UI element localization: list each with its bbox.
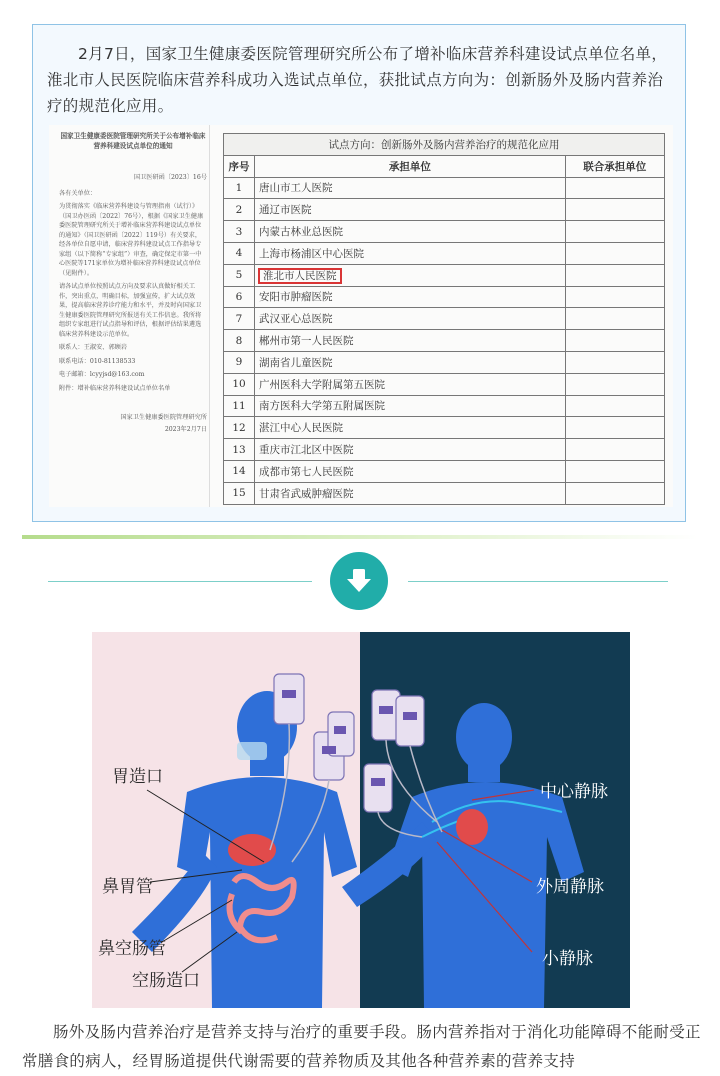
row-joint-unit (565, 417, 664, 439)
notice-addressee: 各有关单位： (59, 189, 97, 197)
bottom-paragraph: 肠外及肠内营养治疗是营养支持与治疗的重要手段。肠内营养指对于消化功能障碍不能耐受正常膳食的病人，经胃肠道提供代谢需要的营养物质及其他各种营养素的营养支持 (22, 1023, 701, 1070)
row-joint-unit (565, 242, 664, 264)
row-joint-unit (565, 439, 664, 461)
label-nasojejunal: 鼻空肠管 (98, 939, 166, 959)
notice-signature: 国家卫生健康委医院管理研究所 (120, 414, 207, 421)
notice-body-2: 请各试点单位按照试点方向及要求认真做好相关工作，突出重点，明确目标，加强宣传，扩大试点效果，提高临床营养诊疗能力和水平，并及时向国家卫生健康委医院管理研究所报送有关工作信息。我所将组织专家组进行试点指导和评估，根据评估结果遴选临床营养科建设示范单位。 (59, 283, 202, 338)
row-unit: 唐山市工人医院 (255, 177, 566, 199)
row-joint-unit (565, 395, 664, 417)
label-jejunostomy: 空肠造口 (132, 971, 200, 991)
down-arrow-icon (330, 552, 388, 610)
notice-document (59, 131, 207, 501)
row-unit: 武汉亚心总医院 (255, 308, 566, 330)
table-row (224, 351, 665, 373)
intro-card (32, 24, 686, 522)
row-number: 6 (224, 286, 255, 308)
row-unit (255, 264, 566, 286)
table-caption: 试点方向：创新肠外及肠内营养治疗的规范化应用 (224, 134, 665, 156)
notice-ref: 国卫医研函〔2023〕16号 (133, 174, 207, 181)
row-unit: 内蒙古林业总医院 (255, 221, 566, 243)
label-peripheral-vein: 外周静脉 (536, 877, 604, 897)
row-joint-unit (565, 482, 664, 504)
row-unit: 重庆市江北区中医院 (255, 439, 566, 461)
header-number: 序号 (224, 155, 255, 177)
label-small-vein: 小静脉 (542, 949, 593, 969)
row-joint-unit (565, 199, 664, 221)
table-row (224, 330, 665, 352)
row-joint-unit (565, 351, 664, 373)
notice-date: 2023年2月7日 (164, 425, 207, 433)
section-divider-green (22, 535, 698, 539)
row-unit: 成都市第七人民医院 (255, 460, 566, 482)
row-unit: 安阳市肿瘤医院 (255, 286, 566, 308)
row-unit: 湖南省儿童医院 (255, 351, 566, 373)
table-row (224, 482, 665, 504)
row-number: 3 (224, 221, 255, 243)
table-row (224, 417, 665, 439)
row-joint-unit (565, 460, 664, 482)
row-number: 13 (224, 439, 255, 461)
table-row (224, 221, 665, 243)
row-number: 4 (224, 242, 255, 264)
table-row (224, 395, 665, 417)
row-number: 2 (224, 199, 255, 221)
row-joint-unit (565, 177, 664, 199)
table-row (224, 242, 665, 264)
row-number: 12 (224, 417, 255, 439)
row-number: 10 (224, 373, 255, 395)
row-unit: 郴州市第一人民医院 (255, 330, 566, 352)
notice-attachment: 附件：增补临床营养科建设试点单位名单 (59, 384, 171, 392)
row-joint-unit (565, 286, 664, 308)
highlighted-unit: 淮北市人民医院 (259, 269, 341, 283)
header-unit: 承担单位 (255, 155, 566, 177)
row-unit: 通辽市医院 (255, 199, 566, 221)
row-number: 5 (224, 264, 255, 286)
notice-body-1: 为贯彻落实《临床营养科建设与管理指南（试行）》（国卫办医函〔2022〕76号），根据《国家卫生健康委医院管理研究所关于增补临床营养科建设试点单位的通知》（国卫医研函〔2022〕119号）有关要求，经各单位自愿申请，临床营养科建设试点工作指导专家组（以下简称“专家组”）审查，确定保定市第一中心医院等171家单位为增补临床营养科建设试点单位（见附件）。 (59, 203, 204, 277)
row-number: 9 (224, 351, 255, 373)
table-row (224, 286, 665, 308)
row-joint-unit (565, 264, 664, 286)
label-gastrostomy: 胃造口 (112, 767, 163, 787)
row-unit: 上海市杨浦区中心医院 (255, 242, 566, 264)
row-joint-unit (565, 308, 664, 330)
row-unit: 南方医科大学第五附属医院 (255, 395, 566, 417)
table-row (224, 373, 665, 395)
row-number: 1 (224, 177, 255, 199)
scan-divider (209, 125, 210, 507)
notice-email: 电子邮箱：lcyyjsd@163.com (59, 371, 145, 378)
table-row (224, 308, 665, 330)
row-joint-unit (565, 373, 664, 395)
table-row (224, 177, 665, 199)
notice-title: 国家卫生健康委医院管理研究所关于公布增补临床营养科建设试点单位的通知 (60, 132, 206, 150)
label-nasogastric: 鼻胃管 (102, 877, 153, 897)
row-number: 14 (224, 460, 255, 482)
row-number: 8 (224, 330, 255, 352)
row-number: 15 (224, 482, 255, 504)
teal-divider-right (408, 581, 668, 582)
nutrition-illustration (92, 632, 630, 1008)
row-joint-unit (565, 330, 664, 352)
notice-phone: 联系电话：010-81138533 (59, 357, 136, 365)
table-row (224, 199, 665, 221)
teal-divider-left (48, 581, 312, 582)
row-joint-unit (565, 221, 664, 243)
row-unit: 甘肃省武威肿瘤医院 (255, 482, 566, 504)
table-row (224, 264, 665, 286)
row-unit: 湛江中心人民医院 (255, 417, 566, 439)
intro-paragraph: 2月7日，国家卫生健康委医院管理研究所公布了增补临床营养科建设试点单位名单，淮北市人民医院临床营养科成功入选试点单位，获批试点方向为：创新肠外及肠内营养治疗的规范化应用。 (47, 45, 668, 115)
header-joint-unit: 联合承担单位 (565, 155, 664, 177)
table-row (224, 439, 665, 461)
row-number: 11 (224, 395, 255, 417)
row-unit: 广州医科大学附属第五医院 (255, 373, 566, 395)
document-scan-image (49, 125, 673, 507)
row-number: 7 (224, 308, 255, 330)
label-central-vein: 中心静脉 (540, 782, 608, 802)
table-row (224, 460, 665, 482)
pilot-units-table (223, 133, 665, 505)
notice-contact: 联系人：王淑安、郭顾岩 (59, 344, 128, 351)
